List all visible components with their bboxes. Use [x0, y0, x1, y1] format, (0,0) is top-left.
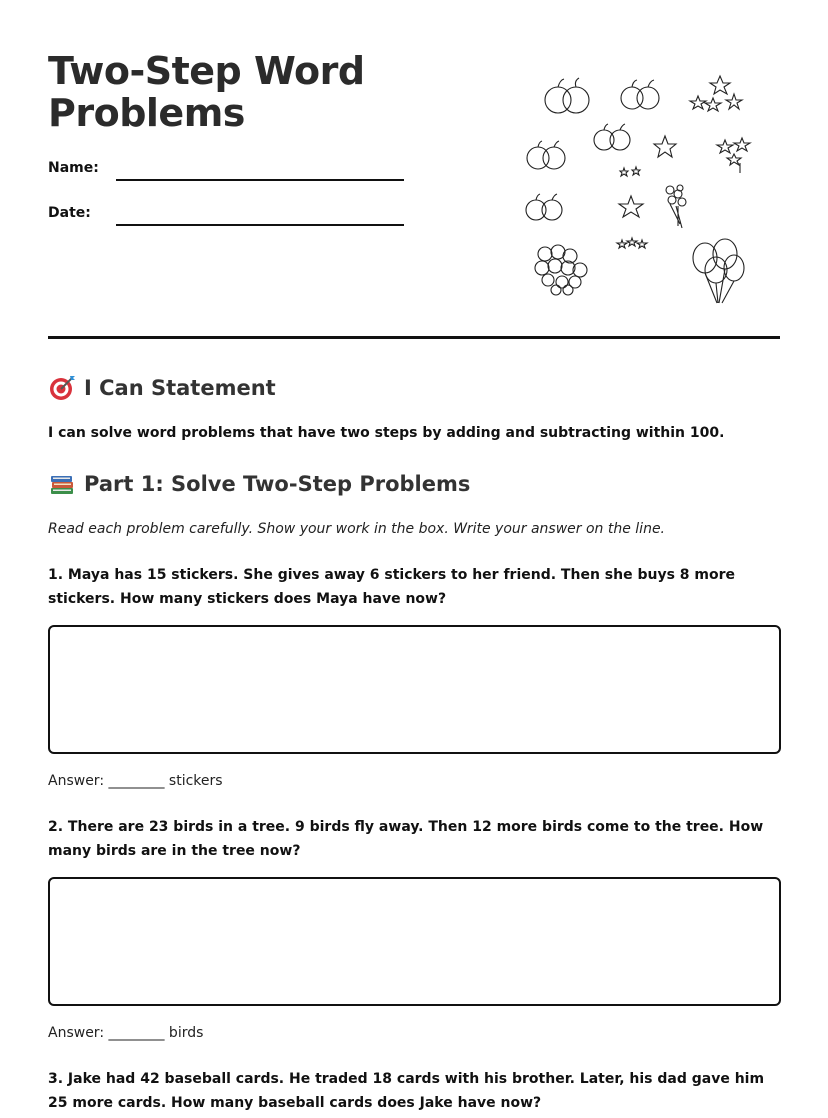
i-can-statement: I can solve word problems that have two steps by adding and subtracting within 100. — [48, 425, 725, 441]
apples-icon — [527, 124, 630, 169]
i-can-heading — [48, 374, 276, 402]
apples-icon — [545, 78, 659, 113]
header-divider — [48, 336, 780, 339]
problem-2-question: 2. There are 23 birds in a tree. 9 birds fly away. Then 12 more birds come to the tree. How many birds are in the tree now? — [48, 819, 764, 859]
title-line-2: Problems — [48, 91, 245, 135]
part1-instructions: Read each problem carefully. Show your work in the box. Write your answer on the line. — [48, 521, 666, 537]
problem-1-work-box[interactable] — [48, 625, 781, 754]
name-field[interactable] — [48, 160, 408, 180]
title-line-1: Two-Step Word — [48, 49, 365, 93]
stars-icon — [620, 136, 750, 176]
stars-icon — [617, 238, 647, 248]
part1-heading-text: Part 1: Solve Two-Step Problems — [84, 472, 471, 496]
counting-clipart — [520, 68, 770, 313]
target-icon — [48, 374, 76, 402]
name-label: Name: — [48, 160, 99, 176]
books-icon — [48, 470, 76, 498]
date-line[interactable] — [116, 224, 404, 226]
grapes-icon — [535, 245, 587, 295]
problem-3-question: 3. Jake had 42 baseball cards. He traded 18 cards with his brother. Later, his dad gave him 25 more cards. How many baseball cards does Jake have now? — [48, 1071, 765, 1111]
part1-heading — [48, 470, 470, 498]
date-label: Date: — [48, 205, 91, 221]
apples-icon — [526, 194, 562, 220]
date-field[interactable] — [48, 205, 408, 225]
problem-2-answer-line[interactable]: Answer: ________ birds — [48, 1025, 204, 1041]
worksheet-title — [48, 50, 448, 134]
problem-1-answer-line[interactable]: Answer: ________ stickers — [48, 773, 223, 789]
problem-1-question: 1. Maya has 15 stickers. She gives away 6 stickers to her friend. Then she buys 8 more stickers. How many stickers does Maya have now? — [48, 567, 735, 607]
flowers-icon — [666, 185, 686, 228]
stars-icon — [690, 76, 742, 111]
balloons-icon — [693, 239, 744, 303]
stars-icon — [619, 196, 643, 217]
problem-2-work-box[interactable] — [48, 877, 781, 1006]
name-line[interactable] — [116, 179, 404, 181]
i-can-heading-text: I Can Statement — [84, 376, 276, 400]
